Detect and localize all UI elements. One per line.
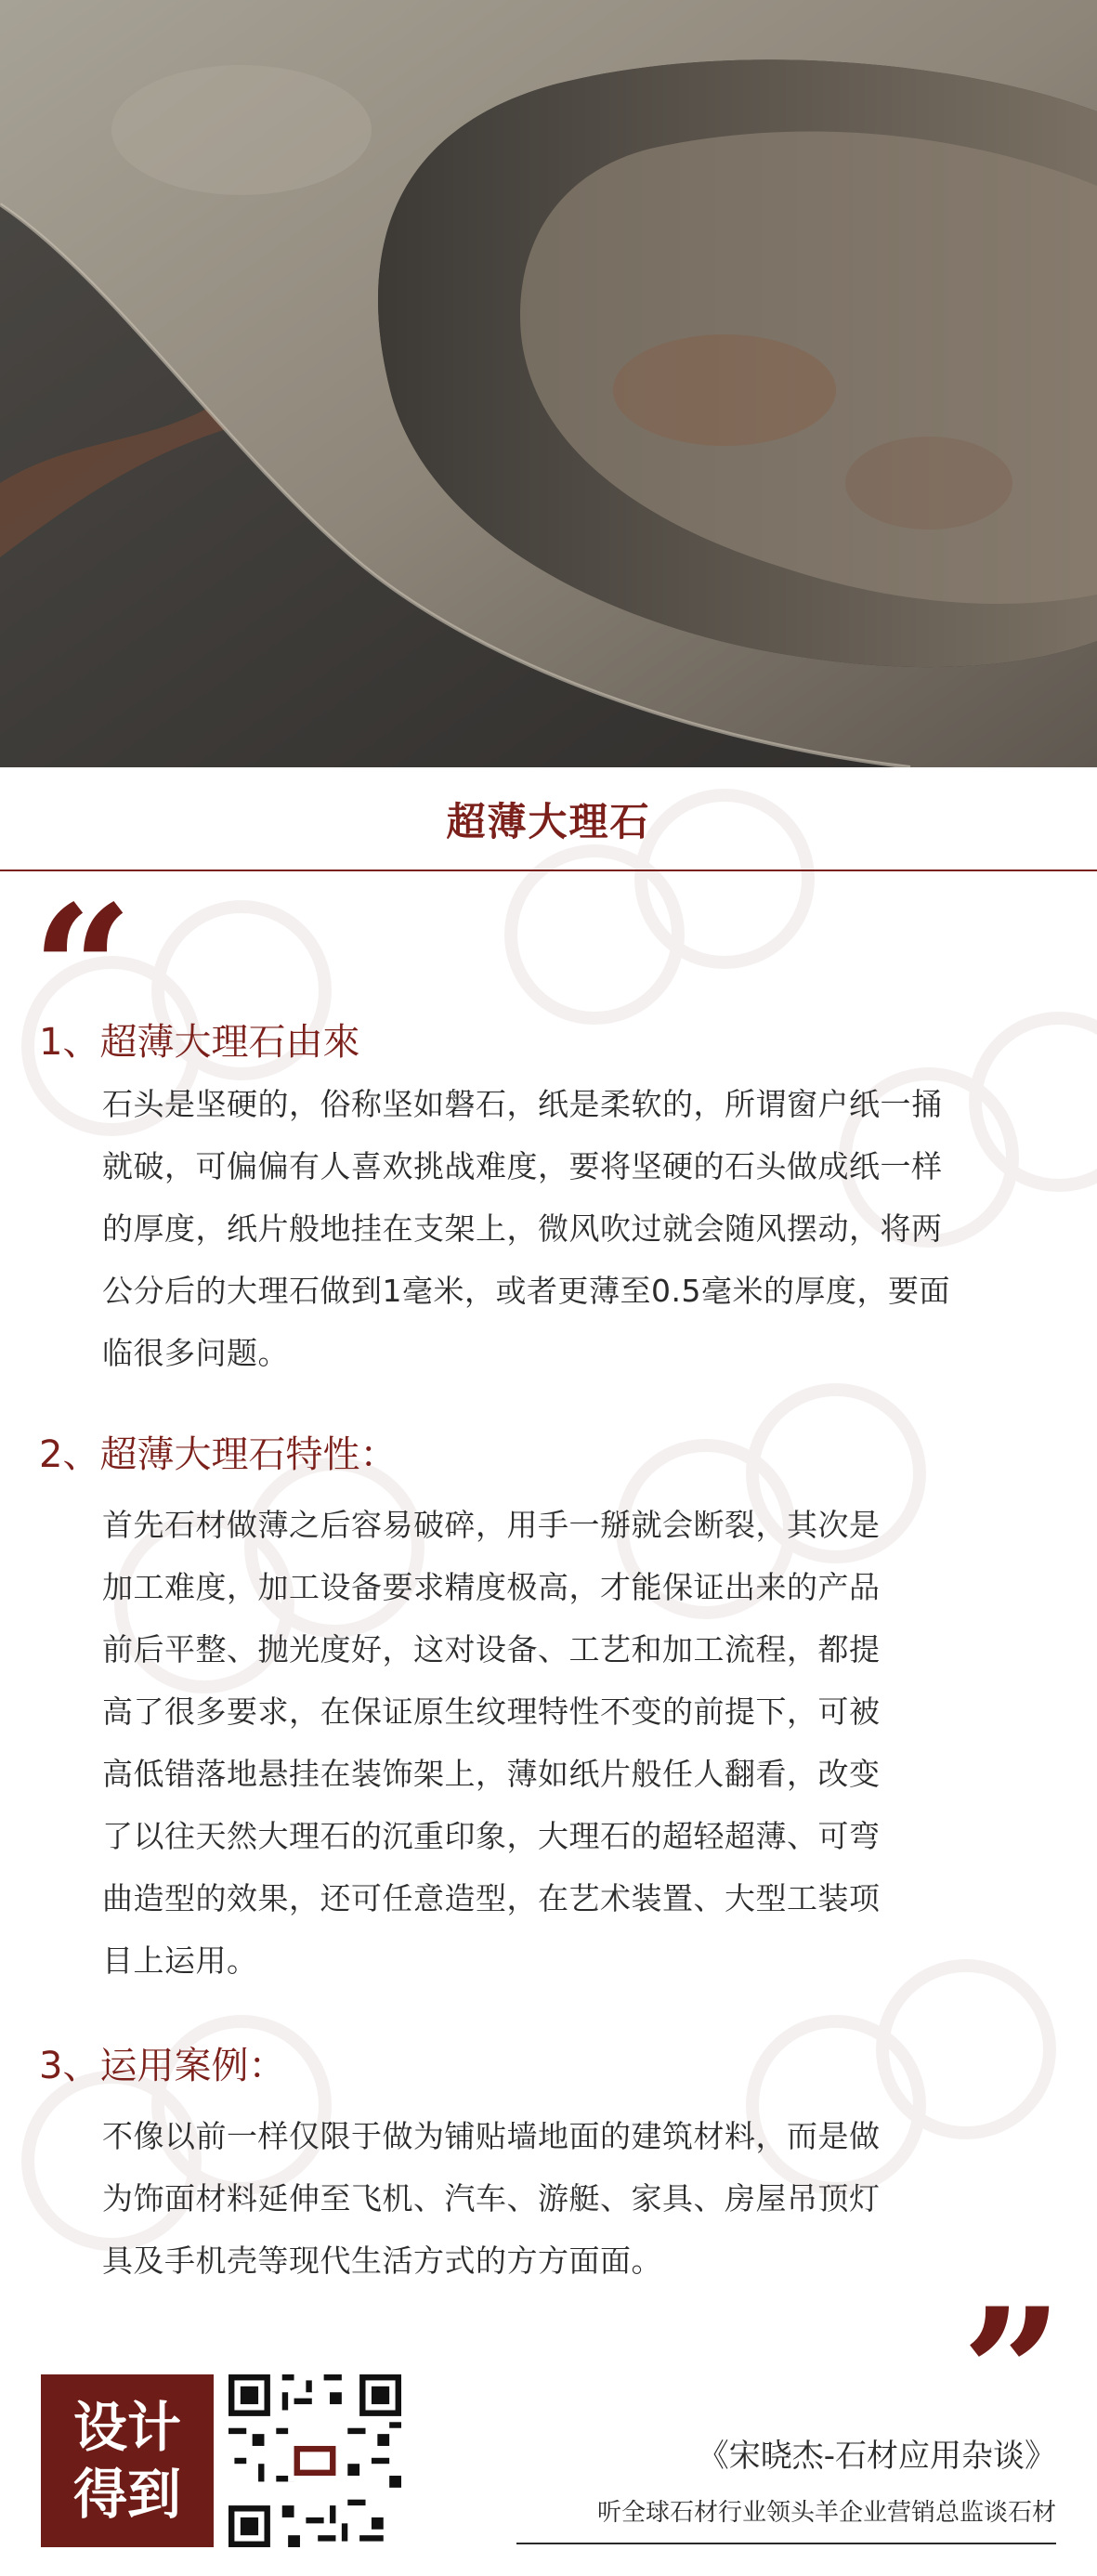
section-2-body (102, 1494, 1059, 1992)
text-line: 临很多问题。 (102, 1335, 289, 1371)
text-line: 高了很多要求，在保证原生纹理特性不变的前提下，可被 (102, 1693, 881, 1730)
text-line: 加工难度，加工设备要求精度极高，才能保证出来的产品 (102, 1569, 881, 1605)
section-1-heading: 1、超薄大理石由來 (39, 1021, 360, 1064)
footer-title: 《宋晓杰-石材应用杂谈》 (697, 2438, 1056, 2475)
open-quote-icon: “ (32, 867, 134, 1074)
text-line: 了以往天然大理石的沉重印象，大理石的超轻超薄、可弯 (102, 1818, 881, 1854)
text-line: 首先石材做薄之后容易破碎，用手一掰就会断裂，其次是 (102, 1507, 881, 1543)
text-line: 公分后的大理石做到1毫米，或者更薄至0.5毫米的厚度，要面 (102, 1273, 950, 1309)
hero-image (0, 0, 1097, 767)
text-line: 不像以前一样仅限于做为铺贴墙地面的建筑材料，而是做 (102, 2118, 881, 2154)
qr-code-icon[interactable] (229, 2374, 401, 2547)
section-2-heading: 2、超薄大理石特性： (39, 1433, 398, 1476)
text-line: 前后平整、抛光度好，这对设备、工艺和加工流程，都提 (102, 1631, 881, 1667)
logo-line: 得到 (72, 2463, 181, 2526)
text-line: 目上运用。 (102, 1942, 258, 1979)
text-line: 曲造型的效果，还可任意造型，在艺术装置、大型工装项 (102, 1880, 881, 1916)
section-3-body (102, 2105, 1059, 2292)
footer-divider (516, 2543, 1056, 2544)
text-line: 高低错落地悬挂在装饰架上，薄如纸片般任人翻看，改变 (102, 1756, 881, 1792)
logo (41, 2374, 214, 2547)
section-1-body (102, 1073, 1059, 1384)
section-3-heading: 3、运用案例： (39, 2045, 286, 2087)
close-quote-icon: ” (961, 2269, 1064, 2477)
text-line: 的厚度，纸片般地挂在支架上，微风吹过就会随风摆动，将两 (102, 1210, 943, 1247)
text-line: 就破，可偏偏有人喜欢挑战难度，要将坚硬的石头做成纸一样 (102, 1148, 943, 1184)
rolled-marble-illustration (0, 0, 1097, 767)
logo-line: 设计 (72, 2396, 181, 2459)
text-line: 具及手机壳等现代生活方式的方方面面。 (102, 2243, 662, 2279)
footer-subtitle: 听全球石材行业领头羊企业营销总监谈石材 (596, 2499, 1056, 2527)
page-title: 超薄大理石 (446, 799, 651, 844)
title-band (0, 767, 1097, 871)
text-line: 石头是坚硬的，俗称坚如磐石，纸是柔软的，所谓窗户纸一捅 (102, 1086, 943, 1122)
text-line: 为饰面材料延伸至飞机、汽车、游艇、家具、房屋吊顶灯 (102, 2180, 881, 2216)
